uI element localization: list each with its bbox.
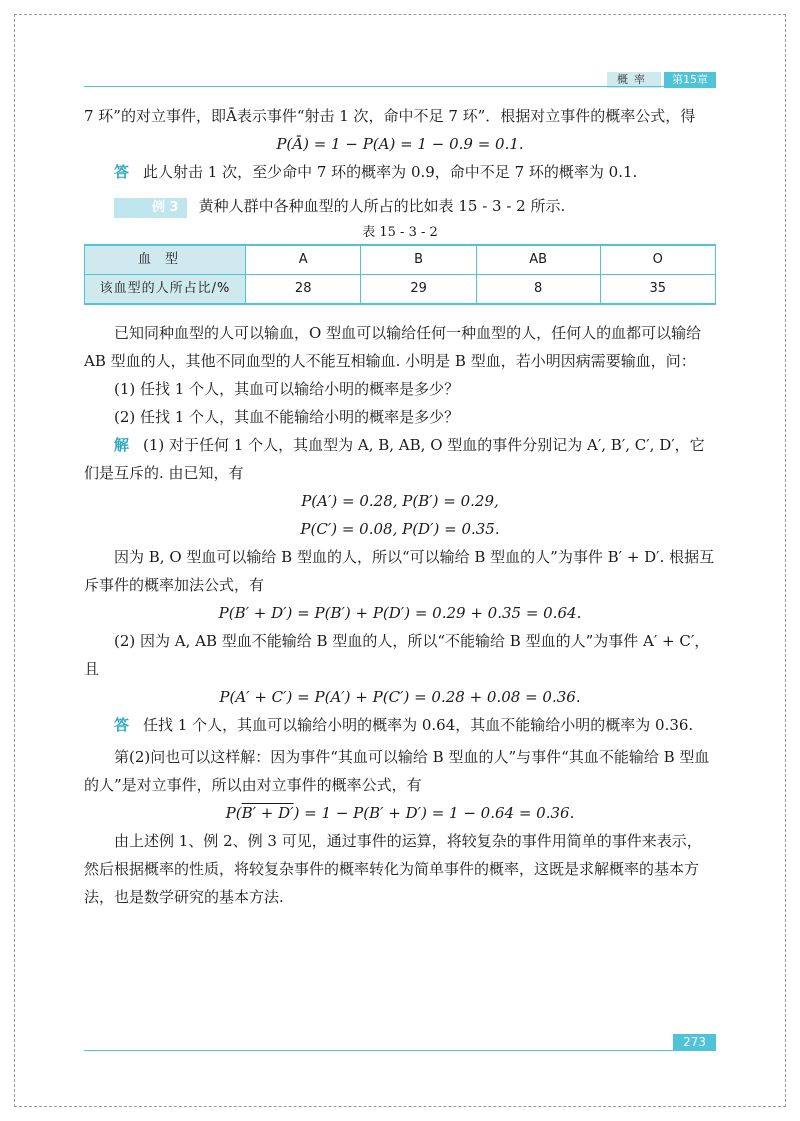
page-number: 273 (673, 1034, 716, 1050)
footer-rule (84, 1050, 716, 1051)
answer-label: 答 (114, 716, 130, 734)
paragraph: 由上述例 1、例 2、例 3 可见，通过事件的运算，将较复杂的事件用简单的事件来表示，然后根据概率的性质，将较复杂事件的概率转化为简单事件的概率，这既是求解概率的基本方法，也是数学研究的基本方法. (84, 832, 702, 906)
formula: P(A′ + C′) = P(A′) + P(C′) = 0.28 + 0.08 = 0.36. (219, 688, 581, 706)
table-row (85, 245, 716, 275)
formula-part: ) = 1 − P(B′ + D′) = 1 − 0.64 = 0.36. (293, 804, 575, 822)
answer-paragraph (84, 158, 716, 186)
table-header-cell: AB (476, 245, 600, 275)
paragraph: 7 环”的对立事件，即Ā表示事件“射击 1 次，命中不足 7 环”．根据对立事件的概率公式，得 (84, 107, 696, 125)
question: (2) 任找 1 个人，其血不能输给小明的概率是多少？ (114, 408, 460, 426)
paragraph: 因为 B, O 型血可以输给 B 型血的人，所以“可以输给 B 型血的人”为事件 B′ + D′. 根据互斥事件的概率加法公式，有 (84, 548, 715, 594)
question: (1) 任找 1 个人，其血可以输给小明的概率是多少？ (114, 380, 460, 398)
table-header-cell: A (246, 245, 361, 275)
formula: P(C′) = 0.08, P(D′) = 0.35. (300, 520, 500, 538)
blood-type-table (84, 244, 716, 305)
paragraph: (2) 因为 A, AB 型血不能输给 B 型血的人，所以“不能输给 B 型血的人”为事件 A′ + C′，且 (84, 632, 710, 678)
header-rule (84, 86, 716, 87)
formula: P(B′ + D′) = P(B′) + P(D′) = 0.29 + 0.35 = 0.64. (218, 604, 582, 622)
header-subject: 概率 (607, 72, 661, 88)
answer-text: 此人射击 1 次，至少命中 7 环的概率为 0.9，命中不足 7 环的概率为 0.1. (143, 163, 638, 181)
page-content (84, 102, 716, 911)
table-row-header: 该血型的人所占比/% (85, 275, 246, 305)
table-cell: 28 (246, 275, 361, 305)
header-chapter: 第15章 (664, 72, 716, 88)
table-row (85, 275, 716, 305)
formula-overline-part: B′ + D′ (241, 804, 294, 822)
answer-text: 任找 1 个人，其血可以输给小明的概率为 0.64，其血不能输给小明的概率为 0.36. (143, 716, 694, 734)
solution-label: 解 (114, 436, 130, 454)
answer-paragraph (84, 711, 716, 739)
table-header-cell: B (361, 245, 476, 275)
example-label: 例 3 (114, 198, 187, 218)
table-cell: 35 (600, 275, 715, 305)
table-caption: 表 15 - 3 - 2 (362, 225, 438, 240)
table-cell: 29 (361, 275, 476, 305)
solution-text: (1) 对于任何 1 个人，其血型为 A, B, AB, O 型血的事件分别记为 A′, B′, C′, D′，它们是互斥的. 由已知，有 (84, 436, 705, 482)
formula: P(A′) = 0.28, P(B′) = 0.29, (301, 492, 499, 510)
solution-paragraph (84, 431, 716, 487)
paragraph: 已知同种血型的人可以输血，O 型血可以输给任何一种血型的人，任何人的血都可以输给 AB 型血的人，其他不同血型的人不能互相输血. 小明是 B 型血，若小明因病需要输血，问： (84, 324, 702, 370)
table-row-header: 血型 (85, 245, 246, 275)
example-heading (84, 192, 716, 220)
table-header-cell: O (600, 245, 715, 275)
answer-label: 答 (114, 163, 130, 181)
example-text: 黄种人群中各种血型的人所占的比如表 15 - 3 - 2 所示. (198, 197, 566, 215)
formula (84, 799, 716, 827)
table-cell: 8 (476, 275, 600, 305)
formula-part: P( (225, 804, 242, 822)
formula: P(Ā) = 1 − P(A) = 1 − 0.9 = 0.1. (276, 135, 524, 153)
paragraph: 第(2)问也可以这样解：因为事件“其血可以输给 B 型血的人”与事件“其血不能输给 B 型血的人”是对立事件，所以由对立事件的概率公式，有 (84, 748, 710, 794)
